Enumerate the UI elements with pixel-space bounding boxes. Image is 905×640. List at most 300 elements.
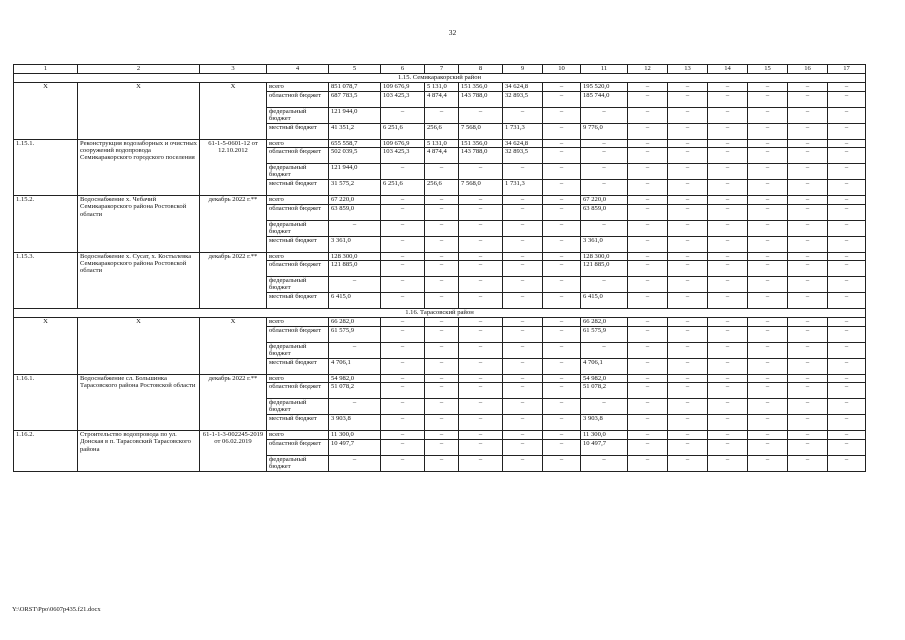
budget-value: – bbox=[459, 204, 503, 220]
budget-value: – bbox=[828, 439, 866, 455]
budget-value: – bbox=[381, 277, 425, 293]
document-info: декабрь 2022 г.** bbox=[200, 374, 267, 431]
budget-value: – bbox=[459, 261, 503, 277]
budget-value: 10 497,7 bbox=[581, 439, 628, 455]
budget-value: – bbox=[708, 415, 748, 431]
budget-value: 1 731,3 bbox=[503, 180, 543, 196]
document-info: Х bbox=[200, 83, 267, 140]
column-number: 7 bbox=[425, 65, 459, 74]
budget-value: – bbox=[668, 261, 708, 277]
budget-source: областной бюджет bbox=[267, 91, 329, 107]
budget-value: – bbox=[381, 293, 425, 309]
budget-value: – bbox=[628, 164, 668, 180]
budget-value: – bbox=[788, 374, 828, 383]
budget-value: – bbox=[503, 439, 543, 455]
budget-value: – bbox=[381, 358, 425, 374]
budget-value: – bbox=[748, 148, 788, 164]
budget-value: – bbox=[668, 83, 708, 92]
budget-value: 4 874,4 bbox=[425, 148, 459, 164]
budget-value: – bbox=[425, 342, 459, 358]
budget-value: – bbox=[329, 342, 381, 358]
column-number: 4 bbox=[267, 65, 329, 74]
budget-value: – bbox=[459, 358, 503, 374]
budget-value: – bbox=[543, 277, 581, 293]
budget-value: – bbox=[788, 326, 828, 342]
budget-value: – bbox=[425, 455, 459, 471]
budget-value: 4 706,1 bbox=[581, 358, 628, 374]
document-info: Х bbox=[200, 318, 267, 375]
budget-value: – bbox=[459, 415, 503, 431]
budget-value: – bbox=[828, 455, 866, 471]
table-row bbox=[14, 139, 866, 148]
budget-value: 67 220,0 bbox=[329, 196, 381, 205]
budget-value: – bbox=[425, 326, 459, 342]
budget-value: – bbox=[503, 293, 543, 309]
budget-value: – bbox=[381, 204, 425, 220]
budget-value: 4 706,1 bbox=[329, 358, 381, 374]
budget-value: – bbox=[543, 236, 581, 252]
budget-value: 6 415,0 bbox=[581, 293, 628, 309]
budget-value: – bbox=[788, 342, 828, 358]
budget-value: – bbox=[708, 374, 748, 383]
budget-value: – bbox=[708, 293, 748, 309]
budget-value: – bbox=[628, 277, 668, 293]
budget-value: – bbox=[425, 293, 459, 309]
budget-value: 3 903,8 bbox=[581, 415, 628, 431]
budget-value: – bbox=[425, 220, 459, 236]
budget-value: – bbox=[628, 123, 668, 139]
budget-value: – bbox=[628, 204, 668, 220]
budget-value: – bbox=[381, 383, 425, 399]
object-name: Водоснабжение х. Чебачий Семикаракорского района Ростовской области bbox=[78, 196, 200, 253]
budget-value: – bbox=[828, 261, 866, 277]
budget-source: федеральный бюджет bbox=[267, 164, 329, 180]
budget-value: – bbox=[628, 91, 668, 107]
budget-value: – bbox=[668, 204, 708, 220]
budget-source: местный бюджет bbox=[267, 180, 329, 196]
budget-source: областной бюджет bbox=[267, 148, 329, 164]
page-number: 32 bbox=[448, 28, 457, 37]
budget-value: 121 885,0 bbox=[329, 261, 381, 277]
section-title-row bbox=[14, 74, 866, 83]
budget-value: – bbox=[503, 252, 543, 261]
budget-value: 61 575,9 bbox=[329, 326, 381, 342]
budget-value: – bbox=[628, 180, 668, 196]
budget-value: – bbox=[748, 91, 788, 107]
budget-value: – bbox=[543, 415, 581, 431]
budget-value: – bbox=[708, 107, 748, 123]
budget-value: – bbox=[748, 326, 788, 342]
budget-value: – bbox=[788, 399, 828, 415]
budget-value: – bbox=[708, 261, 748, 277]
budget-value: – bbox=[329, 277, 381, 293]
budget-value: – bbox=[788, 455, 828, 471]
budget-value: – bbox=[828, 220, 866, 236]
budget-source: всего bbox=[267, 139, 329, 148]
budget-source: всего bbox=[267, 318, 329, 327]
budget-value: – bbox=[503, 383, 543, 399]
budget-value: – bbox=[425, 236, 459, 252]
budget-value: – bbox=[459, 252, 503, 261]
column-number: 13 bbox=[668, 65, 708, 74]
object-number: 1.15.3. bbox=[14, 252, 78, 309]
object-name: Водоснабжение сл. Большинка Тарасовского района Ростовской области bbox=[78, 374, 200, 431]
budget-value: – bbox=[503, 342, 543, 358]
budget-value: – bbox=[503, 415, 543, 431]
budget-value: – bbox=[708, 358, 748, 374]
budget-value: – bbox=[425, 431, 459, 440]
budget-source: всего bbox=[267, 83, 329, 92]
budget-value: – bbox=[828, 107, 866, 123]
budget-value: – bbox=[708, 180, 748, 196]
budget-value: – bbox=[708, 318, 748, 327]
column-number: 6 bbox=[381, 65, 425, 74]
budget-value: – bbox=[788, 431, 828, 440]
budget-value: 121 885,0 bbox=[581, 261, 628, 277]
budget-value: – bbox=[708, 326, 748, 342]
budget-value: – bbox=[828, 318, 866, 327]
budget-value: – bbox=[628, 326, 668, 342]
budget-value: – bbox=[748, 374, 788, 383]
budget-value: – bbox=[381, 342, 425, 358]
budget-value: – bbox=[459, 164, 503, 180]
budget-value: – bbox=[708, 455, 748, 471]
budget-value: 41 351,2 bbox=[329, 123, 381, 139]
budget-value: 3 361,0 bbox=[329, 236, 381, 252]
budget-value: – bbox=[668, 252, 708, 261]
budget-value: 63 859,0 bbox=[581, 204, 628, 220]
budget-value: – bbox=[543, 383, 581, 399]
budget-value: – bbox=[425, 415, 459, 431]
budget-value: 32 893,5 bbox=[503, 91, 543, 107]
budget-value: – bbox=[668, 196, 708, 205]
budget-source: местный бюджет bbox=[267, 236, 329, 252]
budget-value: – bbox=[459, 293, 503, 309]
budget-value: – bbox=[668, 123, 708, 139]
budget-value: 256,6 bbox=[425, 180, 459, 196]
budget-value: – bbox=[668, 236, 708, 252]
budget-value: – bbox=[543, 252, 581, 261]
budget-value: – bbox=[828, 139, 866, 148]
budget-value: – bbox=[459, 318, 503, 327]
budget-value: – bbox=[788, 107, 828, 123]
budget-value: – bbox=[503, 196, 543, 205]
budget-value: – bbox=[381, 415, 425, 431]
budget-value: – bbox=[628, 148, 668, 164]
budget-value: – bbox=[543, 374, 581, 383]
budget-source: федеральный бюджет bbox=[267, 107, 329, 123]
budget-value: – bbox=[543, 196, 581, 205]
budget-source: местный бюджет bbox=[267, 123, 329, 139]
budget-value: – bbox=[581, 107, 628, 123]
budget-value: – bbox=[828, 326, 866, 342]
budget-value: – bbox=[381, 399, 425, 415]
budget-value: – bbox=[581, 399, 628, 415]
budget-value: – bbox=[581, 277, 628, 293]
budget-value: – bbox=[543, 342, 581, 358]
budget-value: – bbox=[828, 293, 866, 309]
budget-source: всего bbox=[267, 196, 329, 205]
budget-value: – bbox=[668, 91, 708, 107]
budget-value: – bbox=[788, 123, 828, 139]
budget-value: – bbox=[459, 439, 503, 455]
budget-value: – bbox=[828, 123, 866, 139]
budget-value: – bbox=[425, 318, 459, 327]
budget-value: – bbox=[503, 455, 543, 471]
budget-value: – bbox=[628, 415, 668, 431]
budget-value: – bbox=[628, 261, 668, 277]
budget-value: – bbox=[459, 399, 503, 415]
section-title-row bbox=[14, 309, 866, 318]
budget-value: – bbox=[708, 383, 748, 399]
budget-value: – bbox=[708, 123, 748, 139]
budget-value: – bbox=[748, 196, 788, 205]
table-row bbox=[14, 318, 866, 327]
budget-value: – bbox=[788, 164, 828, 180]
budget-value: 61 575,9 bbox=[581, 326, 628, 342]
budget-value: – bbox=[459, 431, 503, 440]
budget-value: – bbox=[381, 196, 425, 205]
object-name: Водоснабжение х. Сусат, х. Костылевка Семикаракорского района Ростовской области bbox=[78, 252, 200, 309]
budget-value: – bbox=[668, 220, 708, 236]
budget-value: – bbox=[748, 252, 788, 261]
budget-value: – bbox=[828, 383, 866, 399]
budget-value: – bbox=[748, 358, 788, 374]
budget-value: – bbox=[543, 318, 581, 327]
budget-value: – bbox=[425, 399, 459, 415]
column-number: 15 bbox=[748, 65, 788, 74]
object-number: 1.15.1. bbox=[14, 139, 78, 196]
budget-value: – bbox=[425, 261, 459, 277]
budget-value: – bbox=[459, 342, 503, 358]
budget-value: 7 568,0 bbox=[459, 180, 503, 196]
budget-value: – bbox=[788, 91, 828, 107]
budget-value: – bbox=[459, 107, 503, 123]
budget-value: – bbox=[581, 148, 628, 164]
budget-value: – bbox=[788, 252, 828, 261]
budget-value: 3 903,8 bbox=[329, 415, 381, 431]
budget-value: – bbox=[708, 148, 748, 164]
budget-value: – bbox=[708, 252, 748, 261]
budget-value: 32 893,5 bbox=[503, 148, 543, 164]
budget-value: – bbox=[748, 139, 788, 148]
budget-value: – bbox=[668, 431, 708, 440]
budget-source: всего bbox=[267, 252, 329, 261]
budget-source: местный бюджет bbox=[267, 415, 329, 431]
budget-value: – bbox=[708, 399, 748, 415]
budget-value: – bbox=[381, 431, 425, 440]
column-number: 9 bbox=[503, 65, 543, 74]
budget-source: местный бюджет bbox=[267, 293, 329, 309]
document-info: декабрь 2022 г.** bbox=[200, 252, 267, 309]
budget-value: – bbox=[459, 374, 503, 383]
budget-value: – bbox=[628, 374, 668, 383]
budget-value: – bbox=[543, 261, 581, 277]
budget-value: – bbox=[459, 455, 503, 471]
budget-value: – bbox=[503, 277, 543, 293]
budget-value: – bbox=[668, 318, 708, 327]
section-title: 1.15. Семикаракорский район bbox=[14, 74, 866, 83]
column-number: 16 bbox=[788, 65, 828, 74]
column-number: 5 bbox=[329, 65, 381, 74]
budget-value: – bbox=[788, 83, 828, 92]
budget-value: – bbox=[708, 204, 748, 220]
document-info: 61-1-1-3-002245-2019 от 06.02.2019 bbox=[200, 431, 267, 472]
budget-value: – bbox=[668, 455, 708, 471]
budget-value: – bbox=[381, 164, 425, 180]
budget-source: федеральный бюджет bbox=[267, 399, 329, 415]
budget-value: – bbox=[828, 196, 866, 205]
budget-value: – bbox=[748, 261, 788, 277]
budget-value: – bbox=[628, 107, 668, 123]
budget-source: федеральный бюджет bbox=[267, 277, 329, 293]
budget-value: – bbox=[828, 431, 866, 440]
object-name: Строительство водопровода по ул. Донская в п. Тарасовский Тарасовского района bbox=[78, 431, 200, 472]
table-row bbox=[14, 431, 866, 440]
budget-value: – bbox=[748, 383, 788, 399]
column-number: 2 bbox=[78, 65, 200, 74]
budget-value: – bbox=[828, 252, 866, 261]
budget-value: – bbox=[748, 439, 788, 455]
budget-value: – bbox=[748, 431, 788, 440]
budget-value: – bbox=[503, 318, 543, 327]
budget-value: – bbox=[628, 358, 668, 374]
budget-value: – bbox=[788, 204, 828, 220]
budget-source: областной бюджет bbox=[267, 261, 329, 277]
budget-value: – bbox=[503, 164, 543, 180]
budget-value: 185 744,0 bbox=[581, 91, 628, 107]
budget-value: – bbox=[668, 326, 708, 342]
budget-value: – bbox=[828, 164, 866, 180]
budget-value: 143 788,0 bbox=[459, 148, 503, 164]
budget-value: – bbox=[628, 220, 668, 236]
column-number: 1 bbox=[14, 65, 78, 74]
budget-source: областной бюджет bbox=[267, 326, 329, 342]
budget-value: – bbox=[329, 455, 381, 471]
budget-value: – bbox=[628, 455, 668, 471]
budget-value: – bbox=[459, 326, 503, 342]
budget-value: – bbox=[581, 220, 628, 236]
column-number: 3 bbox=[200, 65, 267, 74]
budget-value: – bbox=[425, 383, 459, 399]
budget-value: – bbox=[828, 358, 866, 374]
budget-value: – bbox=[748, 123, 788, 139]
budget-value: – bbox=[828, 415, 866, 431]
budget-value: – bbox=[381, 326, 425, 342]
budget-value: – bbox=[748, 455, 788, 471]
budget-value: – bbox=[628, 431, 668, 440]
budget-value: – bbox=[788, 220, 828, 236]
budget-source: всего bbox=[267, 431, 329, 440]
budget-value: – bbox=[748, 180, 788, 196]
budget-value: – bbox=[503, 374, 543, 383]
budget-value: – bbox=[425, 252, 459, 261]
budget-value: – bbox=[543, 180, 581, 196]
budget-value: – bbox=[668, 342, 708, 358]
budget-value: – bbox=[381, 261, 425, 277]
budget-value: – bbox=[788, 139, 828, 148]
budget-value: – bbox=[788, 439, 828, 455]
budget-value: – bbox=[748, 220, 788, 236]
budget-value: – bbox=[628, 342, 668, 358]
budget-value: – bbox=[425, 164, 459, 180]
budget-value: – bbox=[503, 220, 543, 236]
budget-table bbox=[13, 64, 866, 472]
budget-value: – bbox=[543, 204, 581, 220]
column-number: 17 bbox=[828, 65, 866, 74]
budget-value: 851 078,7 bbox=[329, 83, 381, 92]
budget-value: – bbox=[459, 196, 503, 205]
budget-value: – bbox=[503, 399, 543, 415]
budget-value: 7 568,0 bbox=[459, 123, 503, 139]
budget-value: – bbox=[503, 261, 543, 277]
budget-value: – bbox=[628, 383, 668, 399]
budget-value: – bbox=[708, 164, 748, 180]
budget-value: 66 282,0 bbox=[581, 318, 628, 327]
budget-value: – bbox=[748, 415, 788, 431]
budget-value: 151 356,0 bbox=[459, 83, 503, 92]
budget-value: 109 676,9 bbox=[381, 139, 425, 148]
budget-value: – bbox=[628, 439, 668, 455]
budget-value: – bbox=[748, 342, 788, 358]
budget-value: – bbox=[543, 91, 581, 107]
budget-value: – bbox=[329, 399, 381, 415]
section-title: 1.16. Тарасовский район bbox=[14, 309, 866, 318]
budget-value: – bbox=[668, 277, 708, 293]
budget-value: 121 944,0 bbox=[329, 164, 381, 180]
budget-value: – bbox=[708, 220, 748, 236]
budget-value: – bbox=[828, 91, 866, 107]
budget-value: – bbox=[459, 277, 503, 293]
budget-value: – bbox=[628, 252, 668, 261]
budget-value: – bbox=[459, 236, 503, 252]
budget-value: 195 520,0 bbox=[581, 83, 628, 92]
budget-value: – bbox=[748, 399, 788, 415]
budget-value: – bbox=[748, 293, 788, 309]
budget-source: областной бюджет bbox=[267, 383, 329, 399]
budget-value: – bbox=[748, 277, 788, 293]
budget-value: 6 251,6 bbox=[381, 180, 425, 196]
budget-value: – bbox=[828, 342, 866, 358]
budget-value: – bbox=[788, 148, 828, 164]
budget-value: 655 558,7 bbox=[329, 139, 381, 148]
document-info: 61-1-5-0601-12 от 12.10.2012 bbox=[200, 139, 267, 196]
budget-value: – bbox=[459, 220, 503, 236]
budget-value: 256,6 bbox=[425, 123, 459, 139]
budget-value: – bbox=[668, 358, 708, 374]
budget-value: – bbox=[668, 293, 708, 309]
budget-value: – bbox=[708, 439, 748, 455]
budget-value: 103 425,3 bbox=[381, 148, 425, 164]
budget-value: – bbox=[628, 83, 668, 92]
budget-value: – bbox=[543, 399, 581, 415]
object-number: Х bbox=[14, 83, 78, 140]
budget-value: 5 131,0 bbox=[425, 139, 459, 148]
budget-value: – bbox=[668, 383, 708, 399]
column-number: 12 bbox=[628, 65, 668, 74]
budget-value: – bbox=[788, 196, 828, 205]
budget-value: – bbox=[788, 383, 828, 399]
budget-value: – bbox=[329, 220, 381, 236]
budget-value: 502 039,5 bbox=[329, 148, 381, 164]
budget-value: 51 078,2 bbox=[329, 383, 381, 399]
budget-value: 31 575,2 bbox=[329, 180, 381, 196]
budget-value: 54 982,0 bbox=[329, 374, 381, 383]
budget-value: – bbox=[708, 277, 748, 293]
budget-value: – bbox=[543, 293, 581, 309]
budget-value: 103 425,3 bbox=[381, 91, 425, 107]
budget-value: – bbox=[503, 431, 543, 440]
